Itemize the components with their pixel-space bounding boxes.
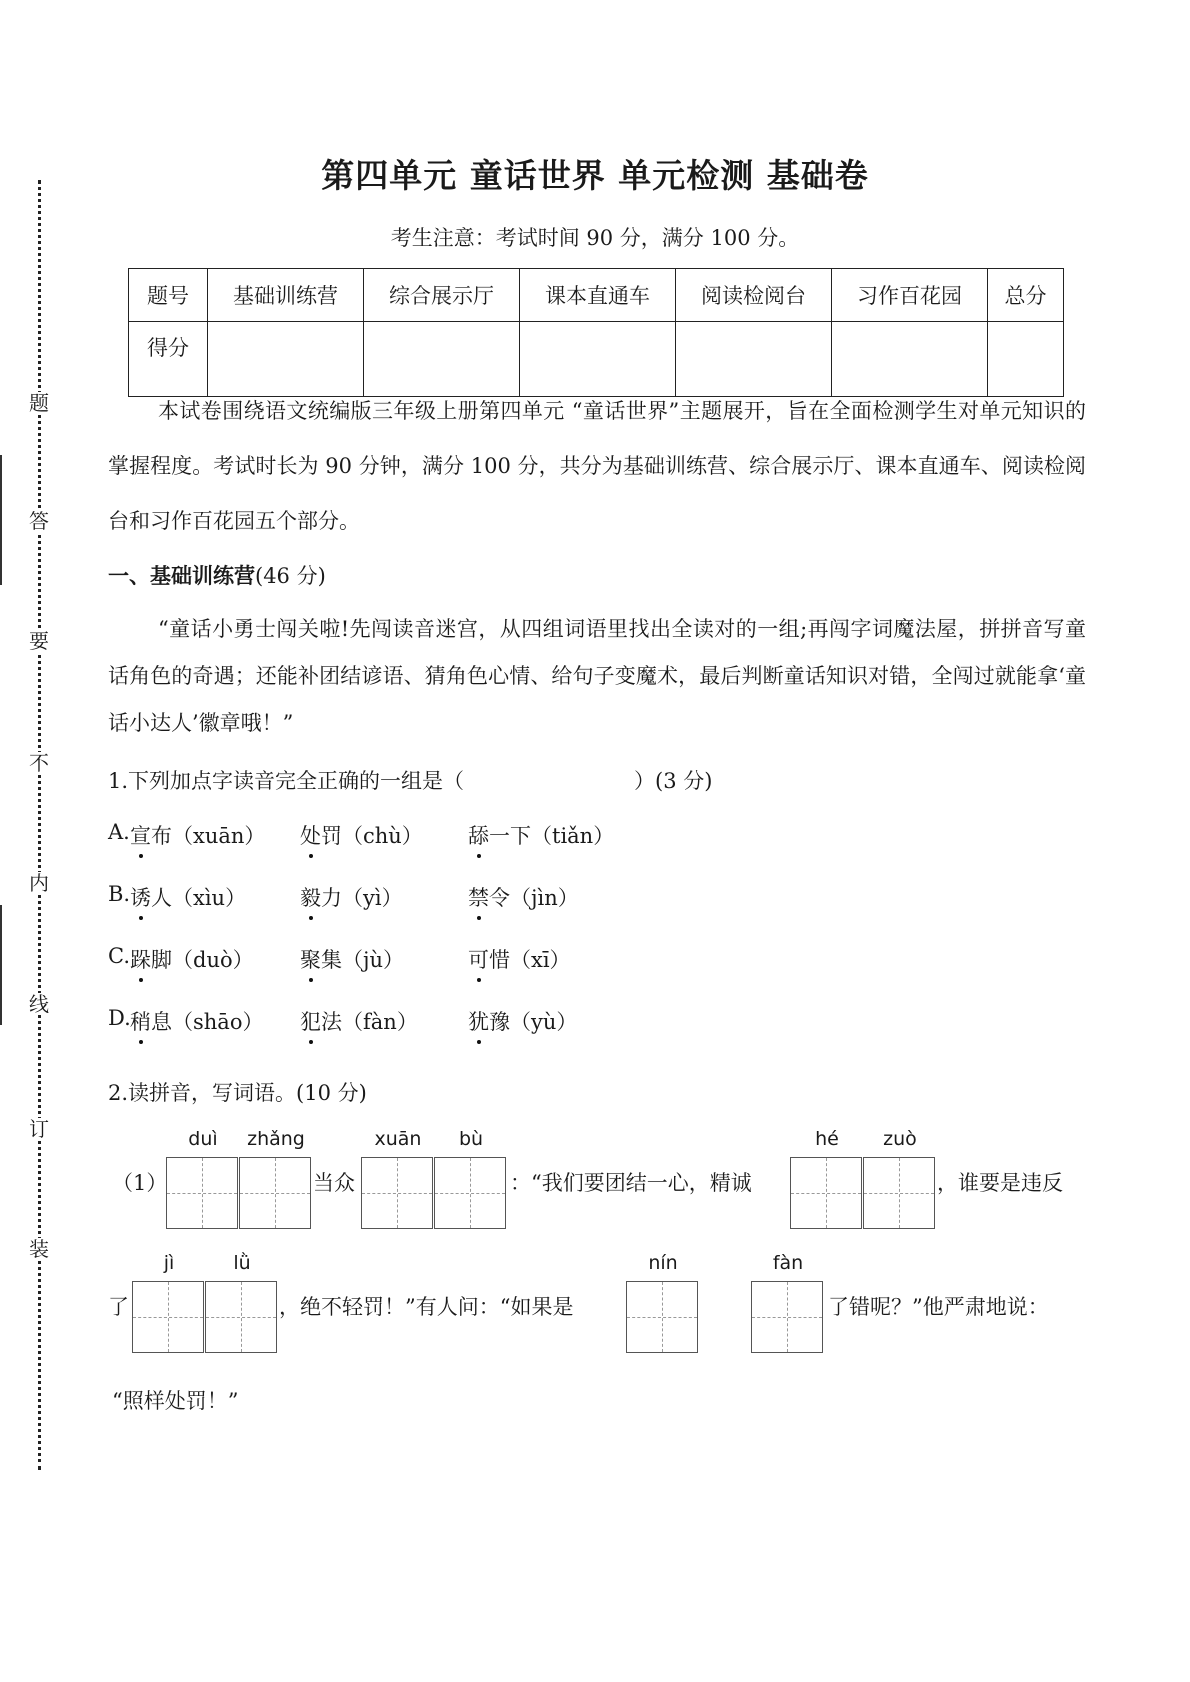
dotted-character: 稍 [130, 1006, 151, 1036]
option-pinyin: （chù） [342, 824, 423, 848]
option-pinyin: （yù） [510, 1010, 578, 1034]
pinyin-label: jì [163, 1252, 175, 1274]
option-word [300, 1006, 418, 1036]
option-word [130, 882, 246, 912]
word-rest: 息 [151, 1010, 172, 1034]
dotted-character: 犹 [468, 1006, 489, 1036]
dotted-character: 处 [300, 820, 321, 850]
option-pinyin: （jù） [342, 948, 405, 972]
writing-grid-box[interactable] [434, 1157, 506, 1229]
option-pinyin: （fàn） [342, 1010, 418, 1034]
sentence-text: ，谁要是违反 [937, 1171, 1063, 1195]
header-cell: 总分 [988, 269, 1064, 322]
question-1-text: 1.下列加点字读音完全正确的一组是（ [108, 769, 465, 793]
writing-grid-box[interactable] [863, 1157, 935, 1229]
option-word [468, 1006, 577, 1036]
header-cell: 阅读检阅台 [676, 269, 832, 322]
pinyin-label: xuān [374, 1128, 422, 1150]
header-cell: 基础训练营 [208, 269, 364, 322]
dotted-character: 舔 [468, 820, 489, 850]
pinyin-label: zuò [883, 1128, 917, 1150]
sentence-text: 了错呢？”他严肃地说： [828, 1295, 1049, 1319]
margin-label: 装 [29, 1237, 49, 1261]
option-letter[interactable]: C. [108, 944, 130, 968]
sentence-text: ，绝不轻罚！”有人问：“如果是 [279, 1295, 574, 1319]
writing-grid-box[interactable] [626, 1281, 698, 1353]
option-word [130, 1006, 263, 1036]
option-pinyin: （tiǎn） [531, 824, 615, 848]
page-title: 第四单元 童话世界 单元检测 基础卷 [321, 156, 869, 195]
option-pinyin: （xuān） [172, 824, 266, 848]
score-table [128, 268, 1064, 397]
header-cell: 习作百花园 [832, 269, 988, 322]
margin-label: 订 [29, 1117, 49, 1141]
question-1-points: ）(3 分) [634, 769, 713, 793]
score-row-label: 得分 [129, 322, 208, 397]
option-word [300, 820, 423, 850]
pinyin-label: fàn [772, 1252, 804, 1274]
margin-label: 要 [29, 629, 49, 653]
question-1-stem [108, 765, 712, 795]
dotted-character: 犯 [300, 1006, 321, 1036]
option-word [300, 882, 403, 912]
pinyin-label: bù [458, 1128, 484, 1150]
sentence-text: 当众 [313, 1171, 355, 1195]
word-rest: 令 [489, 886, 510, 910]
word-rest: 罚 [321, 824, 342, 848]
option-pinyin: （xī） [510, 948, 571, 972]
sentence-text: ：“我们要团结一心，精诚 [510, 1171, 752, 1195]
margin-label: 内 [29, 871, 49, 895]
writing-grid-box[interactable] [790, 1157, 862, 1229]
option-word [468, 882, 579, 912]
writing-grid-box[interactable] [239, 1157, 311, 1229]
word-rest: 布 [151, 824, 172, 848]
section-points: (46 分) [255, 564, 326, 588]
word-rest: 法 [321, 1010, 342, 1034]
option-pinyin: （jìn） [510, 886, 579, 910]
pinyin-label: duì [188, 1128, 218, 1150]
word-rest: 力 [321, 886, 342, 910]
option-pinyin: （duò） [172, 948, 254, 972]
exam-notice: 考生注意：考试时间 90 分，满分 100 分。 [390, 226, 800, 250]
section-intro-paragraph: “童话小勇士闯关啦!先闯读音迷宫，从四组词语里找出全读对的一组;再闯字词魔法屋，拼拼音写童话角色的奇遇；还能补团结谚语、猜角色心情、给句子变魔术，最后判断童话知识对错，全闯过就能拿‘童话小达人’徽章哦！” [108, 617, 1086, 735]
option-letter[interactable]: B. [108, 882, 131, 906]
section-heading [108, 560, 326, 590]
dotted-character: 诱 [130, 882, 151, 912]
option-word [468, 820, 614, 850]
option-word [130, 944, 254, 974]
binding-solid-line [0, 455, 2, 585]
margin-label: 线 [29, 992, 49, 1016]
pinyin-label: nín [648, 1252, 678, 1274]
section-title: 一、基础训练营 [108, 564, 255, 588]
margin-label: 题 [29, 391, 49, 415]
dotted-character: 宣 [130, 820, 151, 850]
option-pinyin: （yì） [342, 886, 403, 910]
binding-solid-line [0, 905, 2, 1025]
option-pinyin: （shāo） [172, 1010, 264, 1034]
word-rest: 集 [321, 948, 342, 972]
intro-paragraph: 本试卷围绕语文统编版三年级上册第四单元 “童话世界”主题展开，旨在全面检测学生对单元知识的掌握程度。考试时长为 90 分钟，满分 100 分，共分为基础训练营、综合展示厅、课本直通车、阅读检阅台和习作百花园五个部分。 [108, 399, 1086, 533]
word-rest: 人 [151, 886, 172, 910]
binding-dotted-line [38, 180, 41, 1470]
pinyin-label: lǜ [233, 1252, 251, 1274]
word-rest: 脚 [151, 948, 172, 972]
sub-question-number: （1） [112, 1171, 168, 1195]
dotted-character: 聚 [300, 944, 321, 974]
option-letter[interactable]: A. [108, 820, 130, 844]
writing-grid-box[interactable] [205, 1281, 277, 1353]
dotted-character: 毅 [300, 882, 321, 912]
writing-grid-box[interactable] [132, 1281, 204, 1353]
sentence-text: 了 [108, 1295, 129, 1319]
pinyin-label: hé [815, 1128, 839, 1150]
writing-grid-box[interactable] [361, 1157, 433, 1229]
writing-grid-box[interactable] [166, 1157, 238, 1229]
header-cell: 课本直通车 [520, 269, 676, 322]
option-word [468, 944, 571, 974]
word-rest: 惜 [489, 948, 510, 972]
header-cell: 综合展示厅 [364, 269, 520, 322]
dotted-character: 跺 [130, 944, 151, 974]
option-letter[interactable]: D. [108, 1006, 131, 1030]
word-rest: 豫 [489, 1010, 510, 1034]
margin-label: 答 [29, 509, 49, 533]
margin-label: 不 [29, 751, 49, 775]
writing-grid-box[interactable] [751, 1281, 823, 1353]
score-table-header-row [129, 269, 1064, 322]
header-cell: 题号 [129, 269, 208, 322]
dotted-character: 禁 [468, 882, 489, 912]
option-word [130, 820, 265, 850]
word-rest: 一下 [489, 824, 531, 848]
option-word [300, 944, 404, 974]
dotted-character: 可 [468, 944, 489, 974]
pinyin-label: zhǎng [247, 1128, 305, 1150]
sentence-text: “照样处罚！” [112, 1389, 239, 1413]
option-pinyin: （xìu） [172, 886, 247, 910]
question-2-stem: 2.读拼音，写词语。(10 分) [108, 1081, 367, 1105]
